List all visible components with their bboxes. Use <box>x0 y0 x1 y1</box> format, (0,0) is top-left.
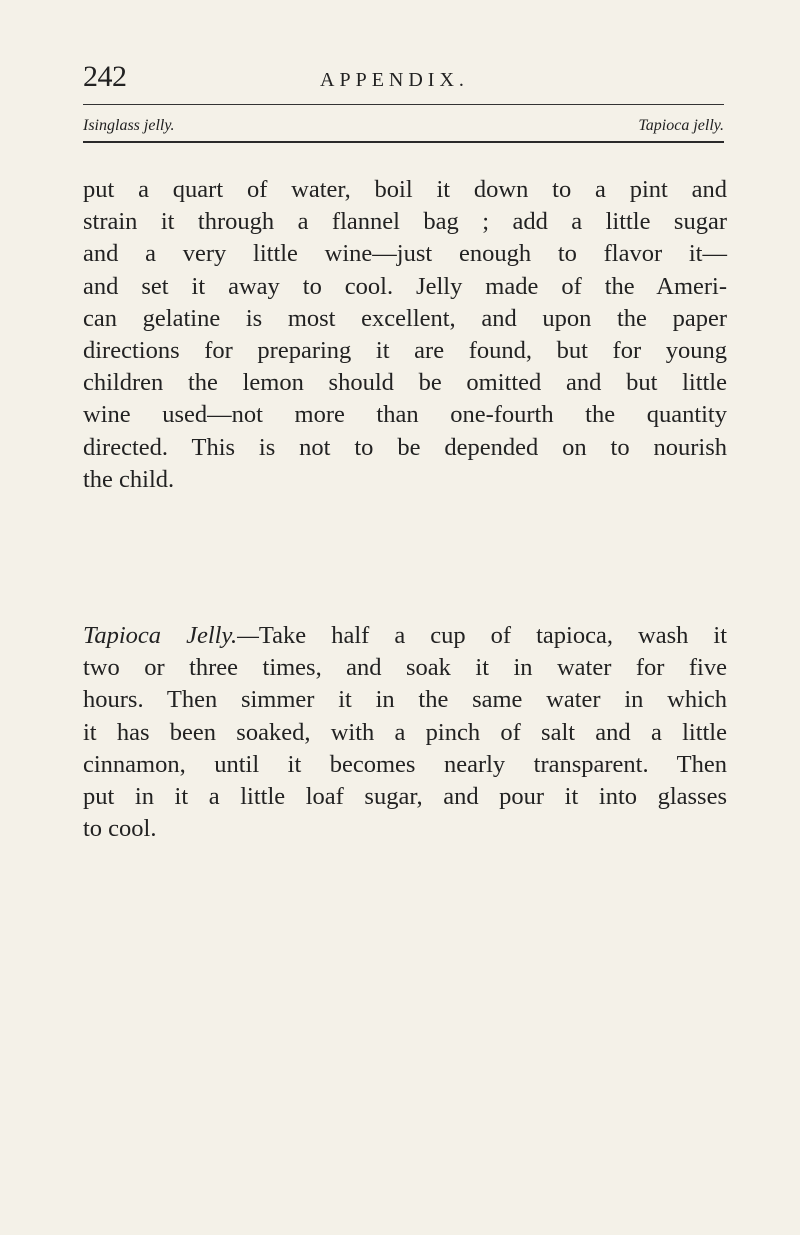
text-line: directions for preparing it are found, but for young <box>83 337 727 365</box>
subheads <box>83 116 724 140</box>
text-line: put in it a little loaf sugar, and pour it into glasses <box>83 783 727 811</box>
text-line: the child. <box>83 465 175 493</box>
text-line: and set it away to cool. Jelly made of the Ameri- <box>83 272 727 300</box>
subhead-left: Isinglass jelly. <box>83 117 175 134</box>
recipe-first-line <box>83 620 727 652</box>
recipe-heading: Tapioca Jelly.— <box>83 622 259 649</box>
paragraph-isinglass-jelly <box>83 174 727 496</box>
section-title: APPENDIX. <box>320 69 469 91</box>
recipe-first-line-text: Take half a cup of tapioca, wash it <box>258 622 728 649</box>
running-head <box>83 58 723 98</box>
paragraph-tapioca-jelly <box>83 620 727 845</box>
text-line: and a very little wine—just enough to flavor it— <box>83 240 727 268</box>
text-line: two or three times, and soak it in water for five <box>83 654 727 682</box>
text-line: hours. Then simmer it in the same water in which <box>83 686 727 714</box>
header-rule-top <box>83 104 724 105</box>
text-line: can gelatine is most excellent, and upon the paper <box>83 304 727 332</box>
text-line: put a quart of water, boil it down to a pint and <box>83 176 727 203</box>
text-line: strain it through a flannel bag ; add a little sugar <box>83 208 727 236</box>
page-number: 242 <box>83 60 127 93</box>
text-line: wine used—not more than one-fourth the quantity <box>83 401 727 429</box>
text-line: children the lemon should be omitted and but little <box>83 369 727 397</box>
subhead-right: Tapioca jelly. <box>638 117 724 134</box>
header-rule-bottom <box>83 141 724 143</box>
text-line: cinnamon, until it becomes nearly transparent. Then <box>83 750 727 778</box>
text-line: it has been soaked, with a pinch of salt and a little <box>83 718 727 746</box>
text-line: to cool. <box>83 815 157 843</box>
text-line: directed. This is not to be depended on to nourish <box>83 433 727 461</box>
